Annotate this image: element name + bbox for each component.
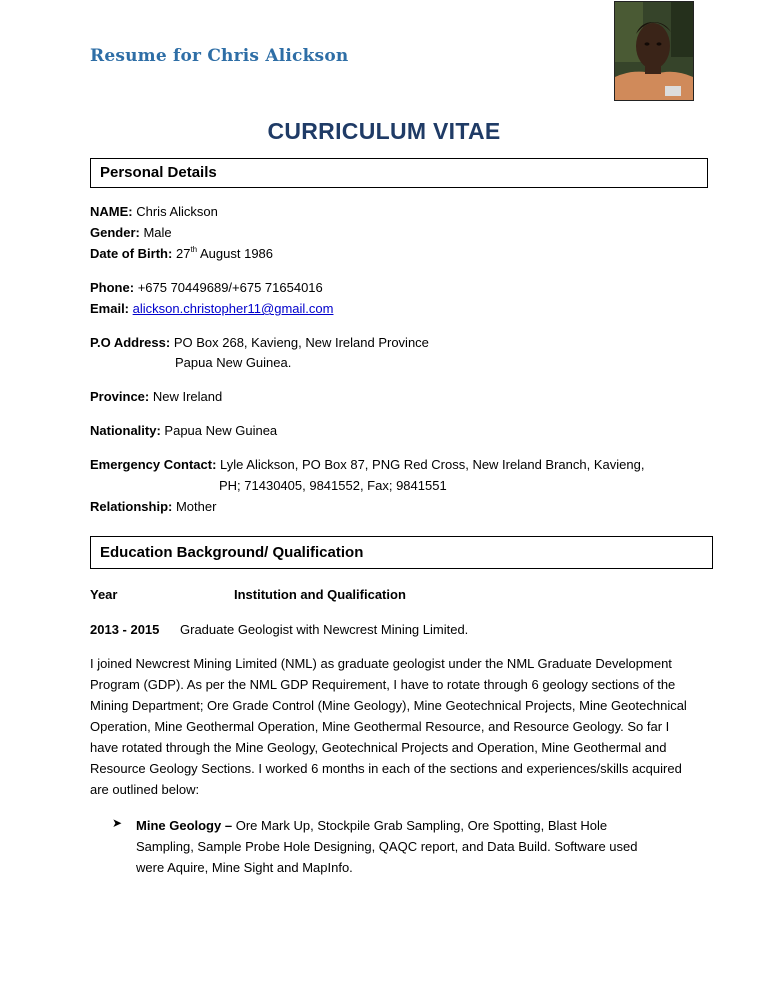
- arrow-bullet-icon: ➤: [112, 816, 123, 830]
- relationship-label: Relationship:: [90, 499, 173, 514]
- name-line: [90, 204, 218, 219]
- province-label: Province:: [90, 389, 150, 404]
- po-address-line2: Papua New Guinea.: [175, 355, 292, 370]
- education-paragraph: I joined Newcrest Mining Limited (NML) as graduate geologist under the NML Graduate Development Program (GDP). As per the NML GDP Requirement, I have to rotate through 6 geology sections of the Mining Department; Ore Grade Control (Mine Geology), Mine Geotechnical Projects, Mine Geotechnical Operation, Mine Geothermal Operation, Mine Geothermal Resource, and Resource Geology. So far I have rotated through the Mine Geology, Geotechnical Projects and Operation, Mine Geothermal and Resource Geology Sections. I worked 6 months in each of the sections and experiences/skills acquired are outlined below:: [90, 656, 687, 797]
- name-label: NAME:: [90, 204, 133, 219]
- gender-label: Gender:: [90, 225, 140, 240]
- po-address-line: [90, 335, 429, 350]
- emergency-line: [90, 457, 644, 472]
- resume-for-title: Resume for Chris Alickson: [90, 46, 349, 66]
- phone-line: [90, 280, 323, 295]
- emergency-label: Emergency Contact:: [90, 457, 217, 472]
- bullet-body: Ore Mark Up, Stockpile Grab Sampling, Ore Spotting, Blast Hole Sampling, Sample Probe Hole Designing, QAQC report, and Data Build. Software used were Aquire, Mine Sight and MapInfo.: [136, 818, 638, 875]
- profile-photo: [614, 1, 694, 101]
- section-title: Education Background/ Qualification: [100, 544, 364, 561]
- portrait-image: [615, 2, 694, 101]
- section-title: Personal Details: [100, 164, 217, 181]
- emergency-line1: Lyle Alickson, PO Box 87, PNG Red Cross, New Ireland Branch, Kavieng,: [220, 457, 645, 472]
- nationality-value: Papua New Guinea: [164, 423, 278, 438]
- bullet-heading: Mine Geology –: [136, 818, 233, 833]
- bullet-text: [136, 815, 666, 878]
- po-line1: PO Box 268, Kavieng, New Ireland Province: [173, 335, 429, 350]
- entry-years: 2013 - 2015: [90, 622, 160, 637]
- dob-rest: August 1986: [200, 246, 274, 261]
- nationality-line: [90, 423, 277, 438]
- relationship-value: Mother: [175, 499, 217, 514]
- gender-value: Male: [143, 225, 172, 240]
- column-year: Year: [90, 587, 118, 602]
- dob-day: 27: [175, 246, 191, 261]
- dob-line: [90, 246, 273, 261]
- province-value: New Ireland: [152, 389, 223, 404]
- section-personal-details: [90, 158, 708, 188]
- entry-title: Graduate Geologist with Newcrest Mining Limited.: [180, 622, 469, 637]
- email-label: Email:: [90, 301, 130, 316]
- phone-label: Phone:: [90, 280, 135, 295]
- section-education: [90, 536, 713, 569]
- relationship-line: [90, 499, 216, 514]
- column-institution: Institution and Qualification: [234, 587, 406, 602]
- dob-label: Date of Birth:: [90, 246, 173, 261]
- nationality-label: Nationality:: [90, 423, 161, 438]
- cv-title: CURRICULUM VITAE: [267, 118, 501, 144]
- name-value: Chris Alickson: [136, 204, 218, 219]
- province-line: [90, 389, 222, 404]
- email-link[interactable]: alickson.christopher11@gmail.com: [132, 301, 334, 316]
- email-line: [90, 301, 333, 316]
- gender-line: [90, 225, 172, 240]
- po-label: P.O Address:: [90, 335, 171, 350]
- phone-value: +675 70449689/+675 71654016: [137, 280, 323, 295]
- dob-sup: th: [190, 245, 198, 254]
- emergency-line2: PH; 71430405, 9841552, Fax; 9841551: [219, 478, 447, 493]
